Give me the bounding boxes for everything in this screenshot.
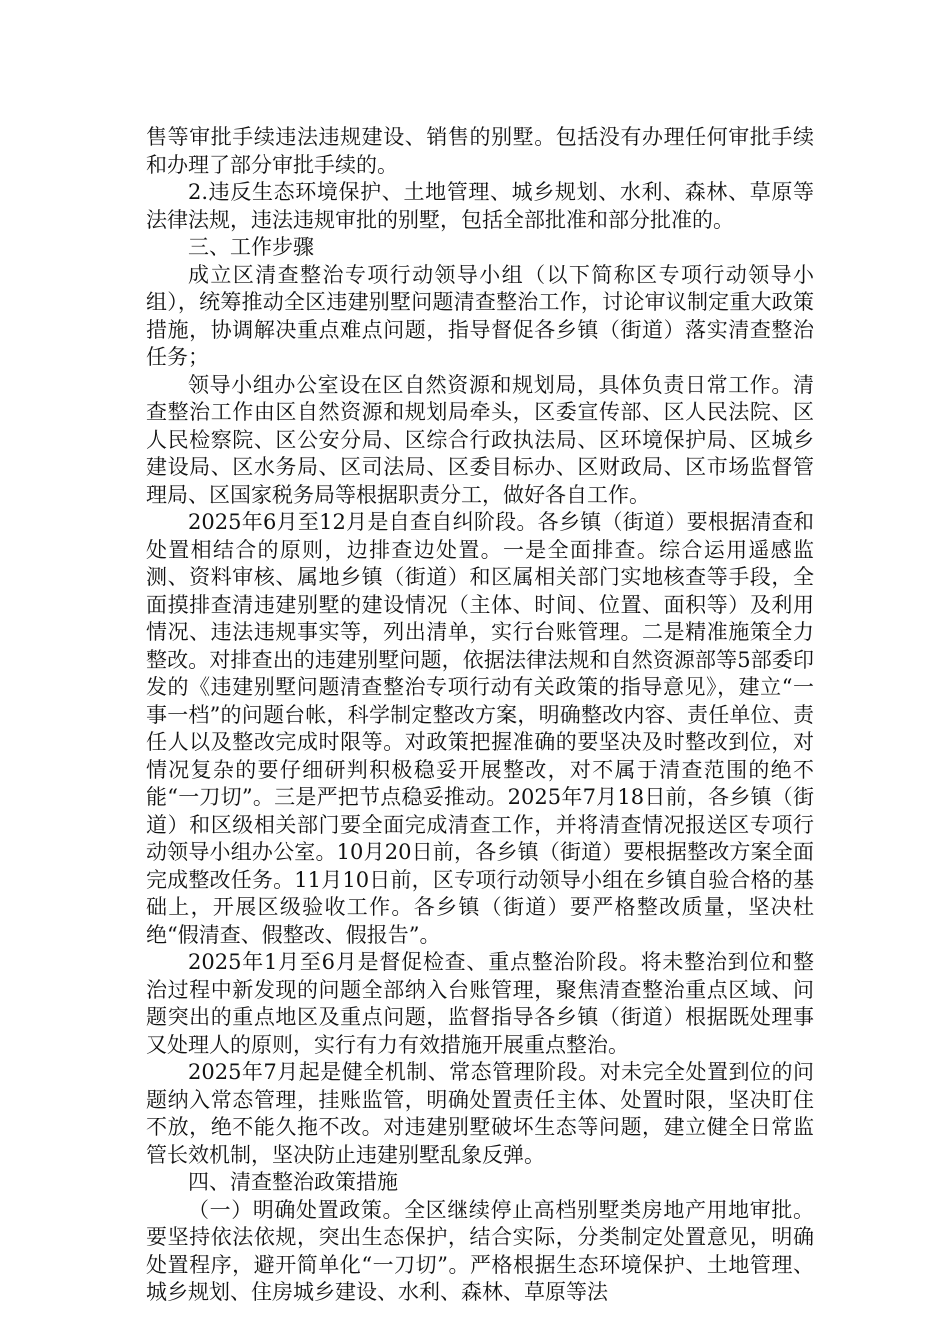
paragraph-7: 2025年1月至6月是督促检查、重点整治阶段。将未整治到位和整治过程中新发现的问题全部纳入台账管理，聚焦清查整治重点区域、问题突出的重点地区及重点问题，监督指导各乡镇（街道）根据既处理事又处理人的原则，实行有力有效措施开展重点整治。 bbox=[146, 950, 814, 1057]
paragraph-5: 领导小组办公室设在区自然资源和规划局，具体负责日常工作。清查整治工作由区自然资源和规划局牵头，区委宣传部、区人民法院、区人民检察院、区公安分局、区综合行政执法局、区环境保护局、区城乡建设局、区水务局、区司法局、区委目标办、区财政局、区市场监督管理局、区国家税务局等根据职责分工，做好各自工作。 bbox=[146, 372, 814, 507]
section-heading-3: 三、工作步骤 bbox=[188, 235, 314, 259]
paragraph-2: 2.违反生态环境保护、土地管理、城乡规划、水利、森林、草原等法律法规，违法违规审批的别墅，包括全部批准和部分批准的。 bbox=[146, 180, 814, 232]
section-heading-4: 四、清查整治政策措施 bbox=[188, 1170, 398, 1194]
document-page bbox=[146, 124, 814, 1307]
paragraph-10: （一）明确处置政策。全区继续停止高档别墅类房地产用地审批。要坚持依法依规，突出生态保护，结合实际，分类制定处置意见，明确处置程序，避开简单化“一刀切”。严格根据生态环境保护、土地管理、城乡规划、住房城乡建设、水利、森林、草原等法 bbox=[146, 1197, 814, 1304]
paragraph-1: 售等审批手续违法违规建设、销售的别墅。包括没有办理任何审批手续和办理了部分审批手续的。 bbox=[146, 125, 814, 177]
paragraph-8: 2025年7月起是健全机制、常态管理阶段。对未完全处置到位的问题纳入常态管理，挂账监管，明确处置责任主体、处置时限，坚决盯住不放，绝不能久拖不改。对违建别墅破坏生态等问题，建立健全日常监管长效机制，坚决防止违建别墅乱象反弹。 bbox=[146, 1060, 814, 1167]
paragraph-6: 2025年6月至12月是自查自纠阶段。各乡镇（街道）要根据清查和处置相结合的原则，边排查边处置。一是全面排查。综合运用遥感监测、资料审核、属地乡镇（街道）和区属相关部门实地核查等手段，全面摸排查清违建别墅的建设情况（主体、时间、位置、面积等）及利用情况、违法违规事实等，列出清单，实行台账管理。二是精准施策全力整改。对排查出的违建别墅问题，依据法律法规和自然资源部等5部委印发的《违建别墅问题清查整治专项行动有关政策的指导意见》，建立“一事一档”的问题台帐，科学制定整改方案，明确整改内容、责任单位、责任人以及整改完成时限等。对政策把握准确的要坚决及时整改到位，对情况复杂的要仔细研判积极稳妥开展整改，对不属于清查范围的绝不能“一刀切”。三是严把节点稳妥推动。2025年7月18日前，各乡镇（街道）和区级相关部门要全面完成清查工作，并将清查情况报送区专项行动领导小组办公室。10月20日前，各乡镇（街道）要根据整改方案全面完成整改任务。11月10日前，区专项行动领导小组在乡镇自验合格的基础上，开展区级验收工作。各乡镇（街道）要严格整改质量，坚决杜绝“假清查、假整改、假报告”。 bbox=[146, 510, 814, 947]
paragraph-4: 成立区清查整治专项行动领导小组（以下简称区专项行动领导小组），统筹推动全区违建别墅问题清查整治工作，讨论审议制定重大政策措施，协调解决重点难点问题，指导督促各乡镇（街道）落实清查整治任务； bbox=[146, 262, 814, 369]
